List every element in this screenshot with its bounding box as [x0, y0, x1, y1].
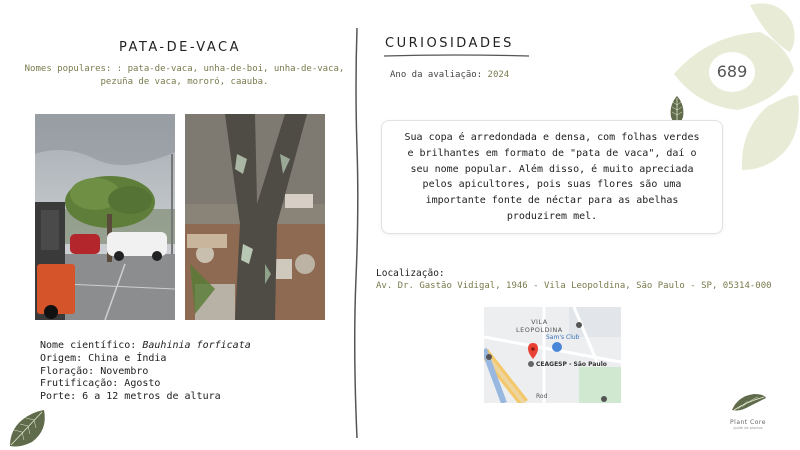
- map-place-label: CEAGESP - São Paulo: [536, 361, 607, 368]
- brand-logo: [722, 392, 774, 437]
- heading-underline: [384, 53, 529, 59]
- evaluation-number-badge: 689: [709, 52, 755, 92]
- location-map[interactable]: [484, 307, 621, 403]
- fact-scientific-name: Nome científico: Bauhinia forficata: [40, 340, 251, 351]
- trunk-photo: [185, 114, 325, 320]
- curiosities-heading: CURIOSIDADES: [385, 36, 514, 51]
- fact-origin: Origem: China e Índia: [40, 352, 167, 364]
- location-address: Av. Dr. Gastão Vidigal, 1946 - Vila Leopoldina, São Paulo - SP, 05314-000: [376, 281, 772, 291]
- map-district-label: VILA LEOPOLDINA: [516, 318, 563, 334]
- fact-size: Porte: 6 a 12 metros de altura: [40, 391, 221, 403]
- map-store-label: Sam's Club: [546, 334, 580, 341]
- plant-facts: [40, 340, 251, 404]
- evaluation-year: Ano da avaliação: 2024: [390, 70, 510, 80]
- brand-leaf-icon: [728, 392, 768, 414]
- popular-names: Nomes populares: : pata-de-vaca, unha-de-boi, unha-de-vaca, pezuña de vaca, mororó, caauba.: [24, 64, 345, 87]
- fact-flowering: Floração: Novembro: [40, 365, 149, 377]
- fact-fruiting: Frutificação: Agosto: [40, 378, 161, 390]
- curiosity-card: Sua copa é arredondada e densa, com folhas verdes e brilhantes em formato de "pata de vaca", daí o seu nome popular. Além disso, é muito apreciada pelos apicultores, pois suas flores são uma importante fonte de néctar para as abelhas produzirem mel.: [381, 120, 723, 234]
- brand-name: Plant Core: [730, 419, 766, 426]
- plant-title: PATA-DE-VACA: [119, 40, 241, 55]
- column-divider: [352, 28, 362, 438]
- map-street-label: Rod: [536, 393, 548, 400]
- location-label: Localização:: [376, 268, 445, 279]
- corner-leaf-icon: [8, 408, 48, 448]
- brand-tagline: guide de plantas: [733, 426, 763, 430]
- tree-photo: [35, 114, 175, 320]
